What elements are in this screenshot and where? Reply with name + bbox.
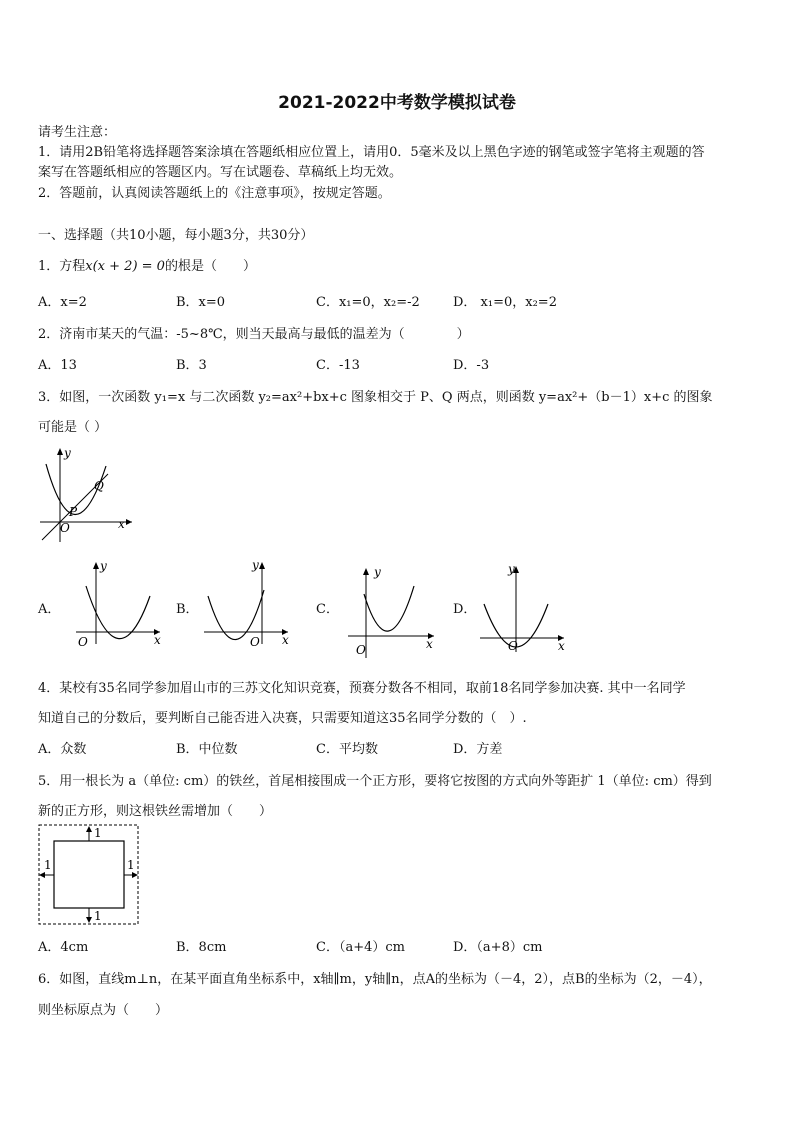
q3-fig-q-label: Q [94, 479, 104, 493]
notice-line-1b: 案写在答题纸相应的答题区内。写在试题卷、草稿纸上均无效。 [38, 165, 403, 180]
q5-option-d[interactable]: D．（a+8）cm [453, 940, 543, 955]
q5-label-bottom: 1 [94, 909, 102, 923]
q3-d-y-label: y [508, 562, 515, 576]
question-6-line-a: 6．如图，直线m⊥n，在某平面直角坐标系中，x轴∥m，y轴∥n，点A的坐标为（－4，2），点B的坐标为（2，－4）， [38, 972, 712, 987]
q5-option-c[interactable]: C．（a+4）cm [316, 940, 405, 955]
question-5-line-a: 5．用一根长为 a（单位: cm）的铁丝，首尾相接围成一个正方形，要将它按图的方式向外等距扩 1（单位: cm）得到 [38, 774, 712, 789]
q5-label-top: 1 [94, 826, 102, 840]
question-4-line-b: 知道自己的分数后，要判断自己能否进入决赛，只需要知道这35名同学分数的（ ）. [38, 711, 527, 726]
q5-option-a[interactable]: A．4cm [38, 940, 89, 955]
q3-fig-origin-label: O [60, 521, 70, 535]
exam-title: 2021-2022中考数学模拟试卷 [278, 93, 516, 113]
q3-a-y-label: y [100, 559, 107, 573]
q1-option-a[interactable]: A．x=2 [38, 295, 87, 310]
q4-option-a[interactable]: A．众数 [38, 742, 87, 757]
question-4-line-a: 4．某校有35名同学参加眉山市的三苏文化知识竞赛，预赛分数各不相同，取前18名同学参加决赛. 其中一名同学 [38, 681, 686, 696]
notice-heading: 请考生注意： [38, 125, 117, 140]
q1-prefix: 1．方程 [38, 259, 86, 274]
q1-option-c[interactable]: C．x₁=0，x₂=-2 [316, 295, 420, 310]
q2-option-c[interactable]: C．-13 [316, 358, 360, 373]
q2-option-d[interactable]: D．-3 [453, 358, 490, 373]
q4-option-b[interactable]: B．中位数 [176, 742, 238, 757]
question-3-line-b: 可能是（ ） [38, 420, 108, 435]
q3-d-x-label: x [558, 639, 565, 653]
q1-option-d[interactable]: D． x₁=0，x₂=2 [453, 295, 557, 310]
q3-option-c-graph[interactable] [344, 562, 440, 660]
q3-fig-p-label: P [69, 505, 78, 519]
q3-b-x-label: x [282, 633, 289, 647]
q3-a-origin-label: O [78, 635, 88, 648]
question-5-line-b: 新的正方形，则这根铁丝需增加（ ） [38, 804, 273, 819]
question-2: 2．济南市某天的气温：-5~8℃，则当天最高与最低的温差为（ ） [38, 327, 470, 342]
q3-option-d[interactable]: D． [453, 602, 477, 617]
q1-equation: x(x + 2) = 0 [85, 259, 165, 274]
q5-label-right: 1 [127, 858, 135, 872]
q3-option-b-graph[interactable] [200, 556, 295, 648]
q3-option-b[interactable]: B． [176, 602, 199, 617]
q4-option-c[interactable]: C．平均数 [316, 742, 378, 757]
q3-option-a[interactable]: A． [38, 602, 61, 617]
q3-fig-y-label: y [64, 446, 71, 460]
q3-d-origin-label: O [508, 639, 518, 653]
q3-option-c[interactable]: C． [316, 602, 339, 617]
q3-option-d-graph[interactable] [476, 560, 572, 654]
question-3-line-a: 3．如图，一次函数 y₁=x 与二次函数 y₂=ax²+bx+c 图象相交于 P、Q 两点，则函数 y=ax²+（b－1）x+c 的图象 [38, 390, 713, 405]
notice-line-2: 2．答题前，认真阅读答题纸上的《注意事项》，按规定答题。 [38, 186, 391, 201]
q5-square-figure [36, 822, 142, 926]
q1-option-b[interactable]: B．x=0 [176, 295, 226, 310]
q5-label-left: 1 [44, 858, 52, 872]
q3-c-y-label: y [374, 565, 381, 579]
q3-option-a-graph[interactable] [72, 556, 167, 648]
q2-option-b[interactable]: B．3 [176, 358, 207, 373]
q3-a-x-label: x [154, 633, 161, 647]
q3-main-figure [36, 444, 136, 544]
question-1 [38, 255, 256, 274]
q3-fig-x-label: x [118, 517, 125, 531]
q3-c-x-label: x [426, 637, 433, 651]
q3-b-origin-label: O [250, 635, 260, 648]
q3-b-y-label: y [252, 558, 259, 572]
question-6-line-b: 则坐标原点为（ ） [38, 1003, 169, 1018]
q3-c-origin-label: O [356, 643, 366, 657]
q5-option-b[interactable]: B．8cm [176, 940, 227, 955]
q4-option-d[interactable]: D．方差 [453, 742, 503, 757]
notice-line-1a: 1．请用2B铅笔将选择题答案涂填在答题纸相应位置上，请用0．5毫米及以上黑色字迹的钢笔或签字笔将主观题的答 [38, 145, 705, 160]
q2-option-a[interactable]: A．13 [38, 358, 77, 373]
q1-suffix: 的根是（ ） [164, 259, 256, 274]
section-heading: 一、选择题（共10小题，每小题3分，共30分） [38, 228, 314, 243]
